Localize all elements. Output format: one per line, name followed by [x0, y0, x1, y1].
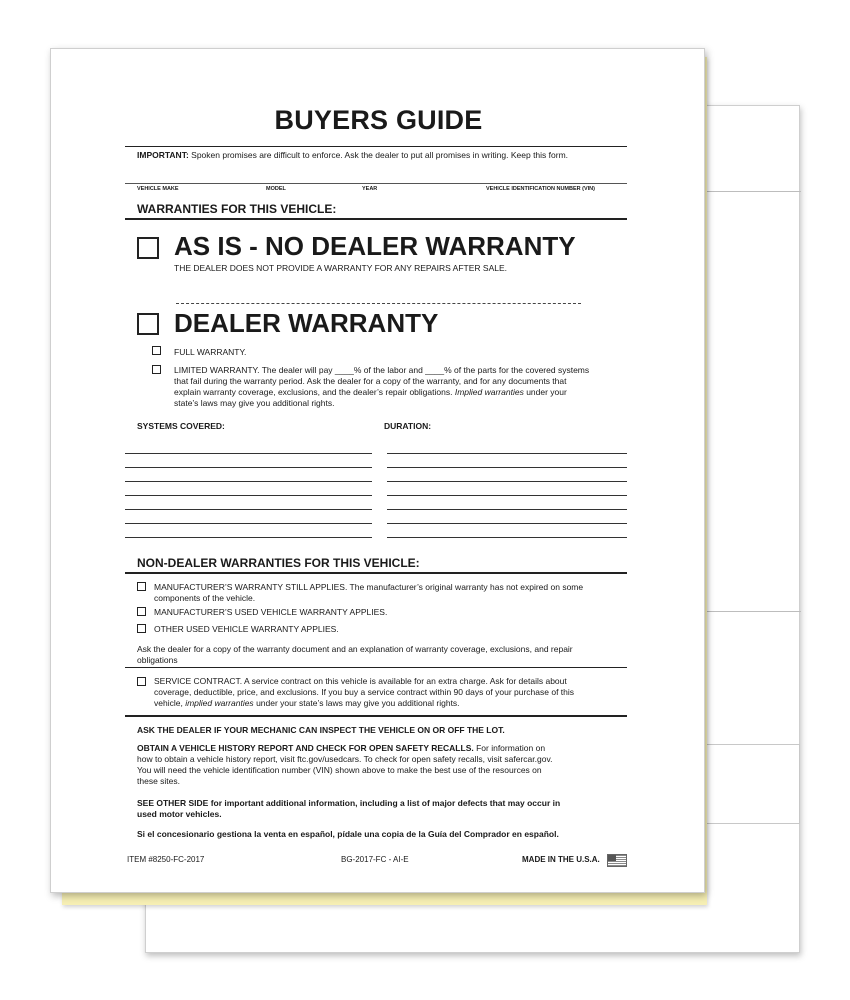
- service-contract-line: [154, 698, 460, 709]
- limited-warranty-tail: under your: [523, 387, 567, 397]
- us-flag-icon: [607, 854, 627, 867]
- back-sheet-box: [706, 744, 800, 824]
- duration-line[interactable]: [387, 509, 627, 510]
- model-label: MODEL: [266, 186, 286, 192]
- manufacturer-warranty-line: components of the vehicle.: [154, 593, 256, 603]
- history-report-line: [137, 743, 545, 754]
- as-is-subtitle: THE DEALER DOES NOT PROVIDE A WARRANTY FOR ANY REPAIRS AFTER SALE.: [174, 263, 507, 273]
- form-title: BUYERS GUIDE: [274, 105, 483, 135]
- systems-covered-label: SYSTEMS COVERED:: [137, 421, 225, 431]
- ask-mechanic-text: ASK THE DEALER IF YOUR MECHANIC CAN INSPECT THE VEHICLE ON OR OFF THE LOT.: [137, 725, 505, 735]
- ask-dealer-copy-line: Ask the dealer for a copy of the warranty document and an explanation of warranty coverage, exclusions, and repair: [137, 644, 573, 654]
- vin-label: VEHICLE IDENTIFICATION NUMBER (VIN): [486, 186, 595, 192]
- flag-canton: [608, 855, 616, 861]
- used-vehicle-warranty-checkbox[interactable]: [137, 607, 146, 616]
- spanish-notice: Si el concesionario gestiona la venta en español, pídale una copia de la Guía del Comprador en español.: [137, 829, 559, 839]
- systems-line[interactable]: [125, 481, 372, 482]
- non-dealer-heading: NON-DEALER WARRANTIES FOR THIS VEHICLE:: [137, 556, 420, 570]
- as-is-checkbox[interactable]: [137, 237, 159, 259]
- important-text: Spoken promises are difficult to enforce. Ask the dealer to put all promises in writing. Keep this form.: [191, 150, 569, 160]
- implied-warranties-text: implied warranties: [185, 698, 254, 708]
- history-report-line: how to obtain a vehicle history report, visit ftc.gov/usedcars. To check for open safety recalls, visit safercar.gov.: [137, 754, 553, 764]
- title-rule: [125, 146, 627, 147]
- history-report-tail: For information on: [473, 743, 546, 753]
- item-number: ITEM #8250-FC-2017: [127, 855, 205, 864]
- service-contract-checkbox[interactable]: [137, 677, 146, 686]
- systems-line[interactable]: [125, 509, 372, 510]
- systems-line[interactable]: [125, 453, 372, 454]
- used-vehicle-warranty-label: MANUFACTURER’S USED VEHICLE WARRANTY APPLIES.: [154, 607, 388, 617]
- ask-dealer-copy-line: obligations: [137, 655, 178, 665]
- limited-warranty-line: state’s laws may give you additional rights.: [174, 398, 335, 408]
- systems-line[interactable]: [125, 523, 372, 524]
- see-other-side-line: [137, 798, 560, 809]
- dashed-separator: [176, 303, 581, 304]
- duration-label: DURATION:: [384, 421, 432, 431]
- systems-line[interactable]: [125, 537, 372, 538]
- warranties-heading: WARRANTIES FOR THIS VEHICLE:: [137, 202, 337, 216]
- made-in-usa: MADE IN THE U.S.A.: [522, 855, 600, 864]
- see-other-side-tail: for important additional information, including a list of major defects that may occur in: [208, 798, 561, 808]
- non-dealer-rule: [125, 572, 627, 574]
- limited-warranty-text: explain warranty coverage, exclusions, and the dealer’s repair obligations.: [174, 387, 453, 397]
- other-used-warranty-checkbox[interactable]: [137, 624, 146, 633]
- limited-warranty-line: LIMITED WARRANTY. The dealer will pay ____% of the labor and ____% of the parts for the covered systems: [174, 365, 590, 375]
- service-contract-line: SERVICE CONTRACT. A service contract on this vehicle is available for an extra charge. Ask for details about: [154, 676, 567, 686]
- warranties-rule: [125, 218, 627, 220]
- limited-warranty-line: that fail during the warranty period. Ask the dealer for a copy of the warranty, and for any documents that: [174, 376, 567, 386]
- year-label: YEAR: [362, 186, 378, 192]
- history-report-heading: OBTAIN A VEHICLE HISTORY REPORT AND CHECK FOR OPEN SAFETY RECALLS.: [137, 743, 474, 753]
- systems-line[interactable]: [125, 467, 372, 468]
- vehicle-make-label: VEHICLE MAKE: [137, 186, 179, 192]
- service-contract-tail: under your state’s laws may give you additional rights.: [256, 698, 460, 708]
- limited-warranty-checkbox[interactable]: [152, 365, 161, 374]
- important-label: IMPORTANT:: [137, 150, 189, 160]
- service-contract-text: vehicle,: [154, 698, 186, 708]
- manufacturer-warranty-line: MANUFACTURER’S WARRANTY STILL APPLIES. The manufacturer’s original warranty has not expired on some: [154, 582, 584, 592]
- duration-line[interactable]: [387, 495, 627, 496]
- bottom-section-rule: [125, 715, 627, 717]
- history-report-line: these sites.: [137, 776, 180, 786]
- duration-line[interactable]: [387, 467, 627, 468]
- vehicle-info-line: [125, 183, 627, 184]
- service-contract-rule: [125, 667, 627, 668]
- duration-line[interactable]: [387, 453, 627, 454]
- as-is-title: AS IS - NO DEALER WARRANTY: [174, 231, 576, 261]
- buyers-guide-form: [50, 48, 705, 893]
- dealer-warranty-checkbox[interactable]: [137, 313, 159, 335]
- form-code: BG-2017-FC - AI-E: [341, 855, 409, 864]
- important-notice: [137, 150, 568, 161]
- full-warranty-label: FULL WARRANTY.: [174, 347, 247, 357]
- see-other-side-head: SEE OTHER SIDE: [137, 798, 209, 808]
- manufacturer-warranty-checkbox[interactable]: [137, 582, 146, 591]
- history-report-line: You will need the vehicle identification number (VIN) shown above to make the best use of the resources on: [137, 765, 542, 775]
- dealer-warranty-title: DEALER WARRANTY: [174, 308, 439, 338]
- service-contract-line: coverage, deductible, price, and exclusions. If you buy a service contract within 90 days of your purchase of this: [154, 687, 575, 697]
- see-other-side-line: used motor vehicles.: [137, 809, 222, 819]
- limited-warranty-line: [174, 387, 567, 398]
- duration-line[interactable]: [387, 523, 627, 524]
- back-sheet-rule: [706, 191, 801, 192]
- implied-warranties-text: Implied warranties: [454, 387, 524, 397]
- duration-line[interactable]: [387, 481, 627, 482]
- duration-line[interactable]: [387, 537, 627, 538]
- back-sheet-rule: [706, 611, 801, 612]
- other-used-warranty-label: OTHER USED VEHICLE WARRANTY APPLIES.: [154, 624, 339, 634]
- systems-line[interactable]: [125, 495, 372, 496]
- full-warranty-checkbox[interactable]: [152, 346, 161, 355]
